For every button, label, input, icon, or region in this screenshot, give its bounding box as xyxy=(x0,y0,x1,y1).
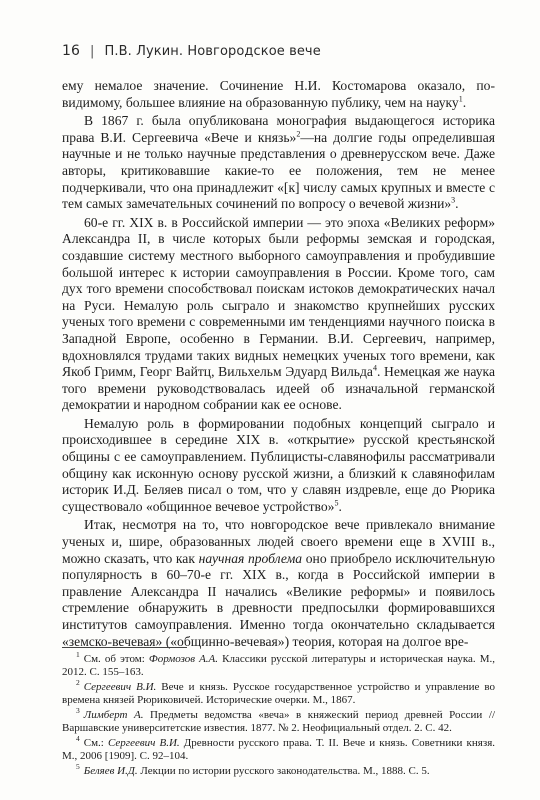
paragraph-3: 60-е гг. XIX в. в Российской империи — это эпоха «Великих реформ» Александра II, в числе которых были реформы земская и городская, создавшие систему местного выборного самоуправления и пробудившие большой интерес к истории самоуправления в России. Кроме того, сам дух того времени способствовал поискам истоков демократических начал на Руси. Немалую роль сыграло и знакомство крупнейших русских ученых того времени с современными им тенденциями научного поиска в Западной Европе, особенно в Германии. В.И. Сергеевич, например, вдохновлялся трудами таких видных немецких ученых того времени, как Якоб Гримм, Георг Вайтц, Вильхельм Эдуард Вильда$^4$. Немецкая же наука того времени руководствовалась идеей об изначальной германской демократии и народном собрании как ее основе. xyxy=(62,214,495,413)
header-separator: | xyxy=(90,43,95,59)
footnote-ref-4[interactable]: 4 xyxy=(372,363,377,373)
emphasis: научная проблема xyxy=(198,550,303,566)
paragraph-4: Немалую роль в формировании подобных концепций сыграло и происходившее в середине XIX в. «открытие» русской крестьянской общины с ее самоуправлением. Публицисты-славянофилы рассматривали общину как исконную основу русской жизни, а близкий к славянофилам историк И.Д. Беляев писал о том, что у славян издревле, еще до Рюрика существовало «общинное вечевое устройство»$^5$. xyxy=(62,415,495,514)
footnotes xyxy=(62,650,496,779)
footnote-divider xyxy=(62,647,187,648)
page-number: 16 xyxy=(62,43,81,59)
footnote-4: $^4$ См.: Сергеевич В.И. Древности русского права. Т. II. Вече и князь. Советники князя. М., 2006 [1909]. С. 92–104. xyxy=(62,734,496,762)
footnote-ref-3[interactable]: 3 xyxy=(451,195,456,205)
footnote-ref-2[interactable]: 2 xyxy=(296,129,301,139)
footnote-ref-1[interactable]: 1 xyxy=(458,94,463,104)
running-header xyxy=(62,40,492,62)
paragraph-5: Итак, несмотря на то, что новгородское вече привлекало внимание ученых и, шире, образованных людей своего времени еще в XVIII в., можно сказать, что как научная проблема оно приобрело исключительную популярность в 60–70-е гг. XIX в., когда в Российской империи в правление Александра II начались «Великие реформы» и появилось стремление обнаружить в древности предпосылки формировавшихся институтов самоуправления. Именно тогда окончательно складывается «земско-вечевая» («общинно-вечевая») теория, которая на долгое вре- xyxy=(62,517,496,649)
footnote-5: $^5$ Беляев И.Д. Лекции по истории русского законодательства. М., 1888. С. 5. xyxy=(76,761,430,777)
footnote-ref-5[interactable]: 5 xyxy=(334,498,339,508)
footnote-2: $^2$ Сергеевич В.И. Вече и князь. Русское государственное устройство и управление во времена князей Рюриковичей. Исторические очерки. М., 1867. xyxy=(62,678,495,707)
paragraph-2: В 1867 г. была опубликована монография выдающегося историка права В.И. Сергеевича «Вече и князь»$^2$—на долгие годы определившая научные и не только научные представления о древнерусском вече. Даже авторы, критиковавшие какие-то ее положения, тем не менее подчеркивали, что она принадлежит «[к] числу самых крупных и вместе с тем самых замечательных сочинений по вопросу о вечевой жизни»$^3$. xyxy=(62,113,495,212)
footnote-1: $^1$ См. об этом: Формозов А.А. Классики русской литературы и историческая наука. М., 2012. С. 155–163. xyxy=(62,650,496,679)
main-text xyxy=(62,78,495,650)
running-title: П.В. Лукин. Новгородское вече xyxy=(104,43,321,59)
footnote-3: $^3$ Лимберт А. Предметы ведомства «веча» в княжеский период древней России // Варшавские университетские известия. 1877. № 2. Неофициальный отдел. 2. С. 42. xyxy=(62,706,495,735)
paragraph-1: ему немалое значение. Сочинение Н.И. Костомарова оказало, по-видимому, большее влияние на образованную публику, чем на науку$^1$. xyxy=(62,78,495,110)
